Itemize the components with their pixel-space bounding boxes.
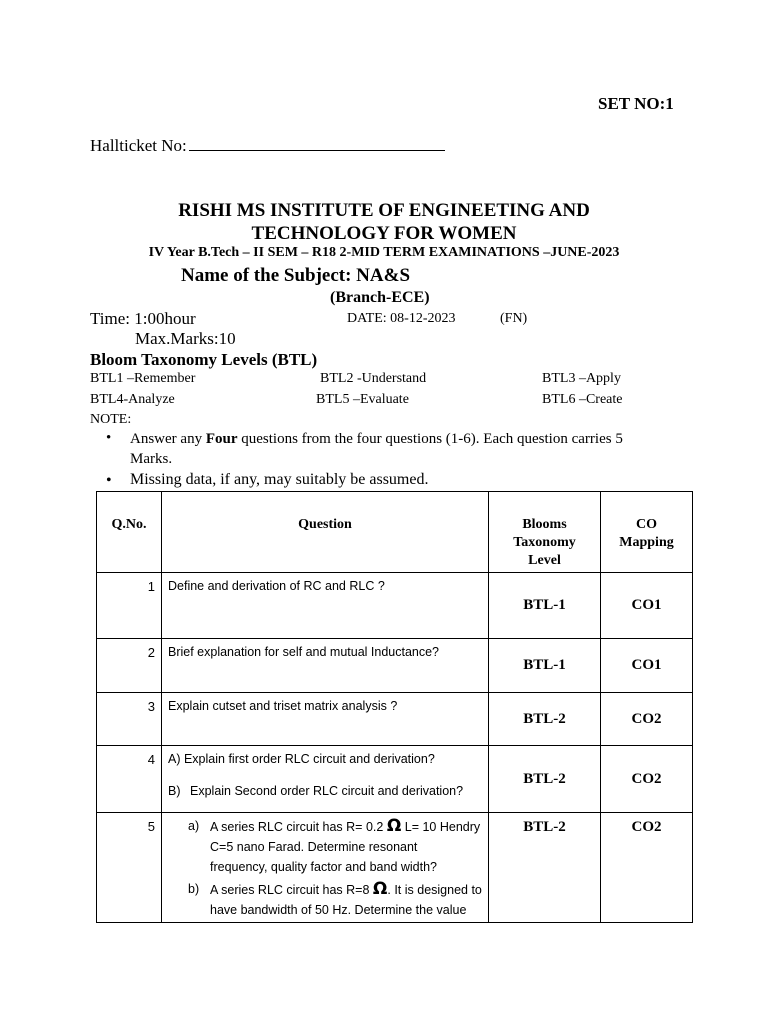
question-co: CO1 bbox=[601, 573, 693, 639]
question-part-b bbox=[188, 879, 482, 920]
subject-name: Name of the Subject: NA&S bbox=[181, 265, 411, 286]
question-text: Define and derivation of RC and RLC ? bbox=[162, 573, 489, 639]
question-part-a: A) Explain first order RLC circuit and derivation? bbox=[168, 752, 435, 766]
note-bullet-1-post: questions from the four questions (1-6). Each question carries 5 bbox=[237, 431, 623, 447]
table-row bbox=[97, 813, 693, 923]
header-qno: Q.No. bbox=[97, 492, 162, 573]
note-bullet-1-pre: Answer any bbox=[130, 431, 206, 447]
table-header-row bbox=[97, 492, 693, 573]
questions-table bbox=[96, 491, 693, 923]
note-bullet-1-bold: Four bbox=[205, 431, 238, 447]
note-bullet-1-continued: Marks. bbox=[130, 451, 173, 467]
table-row bbox=[97, 746, 693, 813]
hallticket-field bbox=[90, 136, 445, 156]
question-text bbox=[162, 746, 489, 813]
hallticket-blank-line bbox=[189, 137, 445, 151]
header-co-line2: Mapping bbox=[619, 535, 674, 550]
question-part-a-line1 bbox=[210, 816, 480, 837]
set-number: SET NO:1 bbox=[598, 94, 674, 113]
question-part-a-line2: C=5 nano Farad. Determine resonant bbox=[210, 840, 418, 854]
question-part-b-line1 bbox=[210, 879, 482, 900]
btl-level-4: BTL4-Analyze bbox=[90, 392, 175, 407]
institute-name-line2: TECHNOLOGY FOR WOMEN bbox=[251, 223, 517, 244]
question-part-b-text: Explain Second order RLC circuit and derivation? bbox=[190, 784, 464, 798]
hallticket-label: Hallticket No: bbox=[90, 136, 187, 155]
ohm-symbol: Ω bbox=[386, 816, 402, 836]
exam-date: DATE: 08-12-2023 bbox=[347, 311, 456, 326]
header-co-line1: CO bbox=[636, 517, 657, 532]
bullet-icon: • bbox=[106, 430, 112, 446]
question-text bbox=[162, 813, 489, 923]
question-btl: BTL-2 bbox=[489, 693, 601, 746]
question-number: 5 bbox=[97, 813, 162, 923]
btl-level-2: BTL2 -Understand bbox=[320, 371, 427, 386]
question-part-b-line2: have bandwidth of 50 Hz. Determine the value bbox=[210, 903, 467, 917]
btl-level-3: BTL3 –Apply bbox=[542, 371, 621, 386]
branch-name: (Branch-ECE) bbox=[330, 289, 430, 306]
question-btl: BTL-2 bbox=[489, 746, 601, 813]
question-number: 2 bbox=[97, 639, 162, 693]
question-co: CO1 bbox=[601, 639, 693, 693]
question-part-b-line1-pre: A series RLC circuit has R=8 bbox=[210, 883, 373, 897]
table-row bbox=[97, 573, 693, 639]
question-part-b-line1-post: . It is designed to bbox=[387, 883, 482, 897]
question-part-b-body bbox=[210, 879, 482, 920]
question-btl: BTL-2 bbox=[489, 813, 601, 923]
question-number: 1 bbox=[97, 573, 162, 639]
note-label: NOTE: bbox=[90, 412, 132, 427]
question-co: CO2 bbox=[601, 693, 693, 746]
question-number: 4 bbox=[97, 746, 162, 813]
institute-name-line1: RISHI MS INSTITUTE OF ENGINEETING AND bbox=[178, 200, 590, 221]
btl-heading: Bloom Taxonomy Levels (BTL) bbox=[90, 350, 318, 369]
header-blooms-line1: Blooms bbox=[522, 517, 567, 532]
exam-title: IV Year B.Tech – II SEM – R18 2-MID TERM EXAMINATIONS –JUNE-2023 bbox=[148, 245, 620, 260]
max-marks: Max.Marks:10 bbox=[135, 329, 236, 348]
note-bullet-1 bbox=[130, 431, 623, 448]
header-question: Question bbox=[162, 492, 489, 573]
exam-time: Time: 1:00hour bbox=[90, 309, 196, 328]
question-number: 3 bbox=[97, 693, 162, 746]
question-part-a-line1-post: L= 10 Hendry bbox=[401, 820, 481, 834]
question-btl: BTL-1 bbox=[489, 639, 601, 693]
question-part-a-line1-pre: A series RLC circuit has R= 0.2 bbox=[210, 820, 387, 834]
exam-session: (FN) bbox=[500, 311, 528, 326]
table-row bbox=[97, 639, 693, 693]
question-part-a bbox=[188, 816, 482, 877]
question-text: Brief explanation for self and mutual Inductance? bbox=[162, 639, 489, 693]
header-blooms-line2: Taxonomy bbox=[513, 535, 576, 550]
question-text: Explain cutset and triset matrix analysis ? bbox=[162, 693, 489, 746]
question-co: CO2 bbox=[601, 813, 693, 923]
header-blooms-line3: Level bbox=[528, 553, 561, 568]
question-part-a-body bbox=[210, 816, 480, 877]
bullet-icon: • bbox=[106, 472, 112, 489]
question-part-a-label: a) bbox=[188, 819, 200, 833]
question-part-a-line3: frequency, quality factor and band width? bbox=[210, 860, 437, 874]
ohm-symbol: Ω bbox=[372, 879, 388, 899]
note-bullet-2: Missing data, if any, may suitably be assumed. bbox=[130, 471, 429, 488]
question-part-b bbox=[168, 781, 482, 801]
question-part-b-label: B) bbox=[168, 784, 181, 798]
header-co-mapping bbox=[601, 492, 693, 573]
btl-level-1: BTL1 –Remember bbox=[90, 371, 196, 386]
question-part-b-label: b) bbox=[188, 882, 200, 896]
question-btl: BTL-1 bbox=[489, 573, 601, 639]
question-co: CO2 bbox=[601, 746, 693, 813]
btl-level-5: BTL5 –Evaluate bbox=[316, 392, 409, 407]
table-row bbox=[97, 693, 693, 746]
btl-level-6: BTL6 –Create bbox=[542, 392, 623, 407]
header-blooms-level bbox=[489, 492, 601, 573]
